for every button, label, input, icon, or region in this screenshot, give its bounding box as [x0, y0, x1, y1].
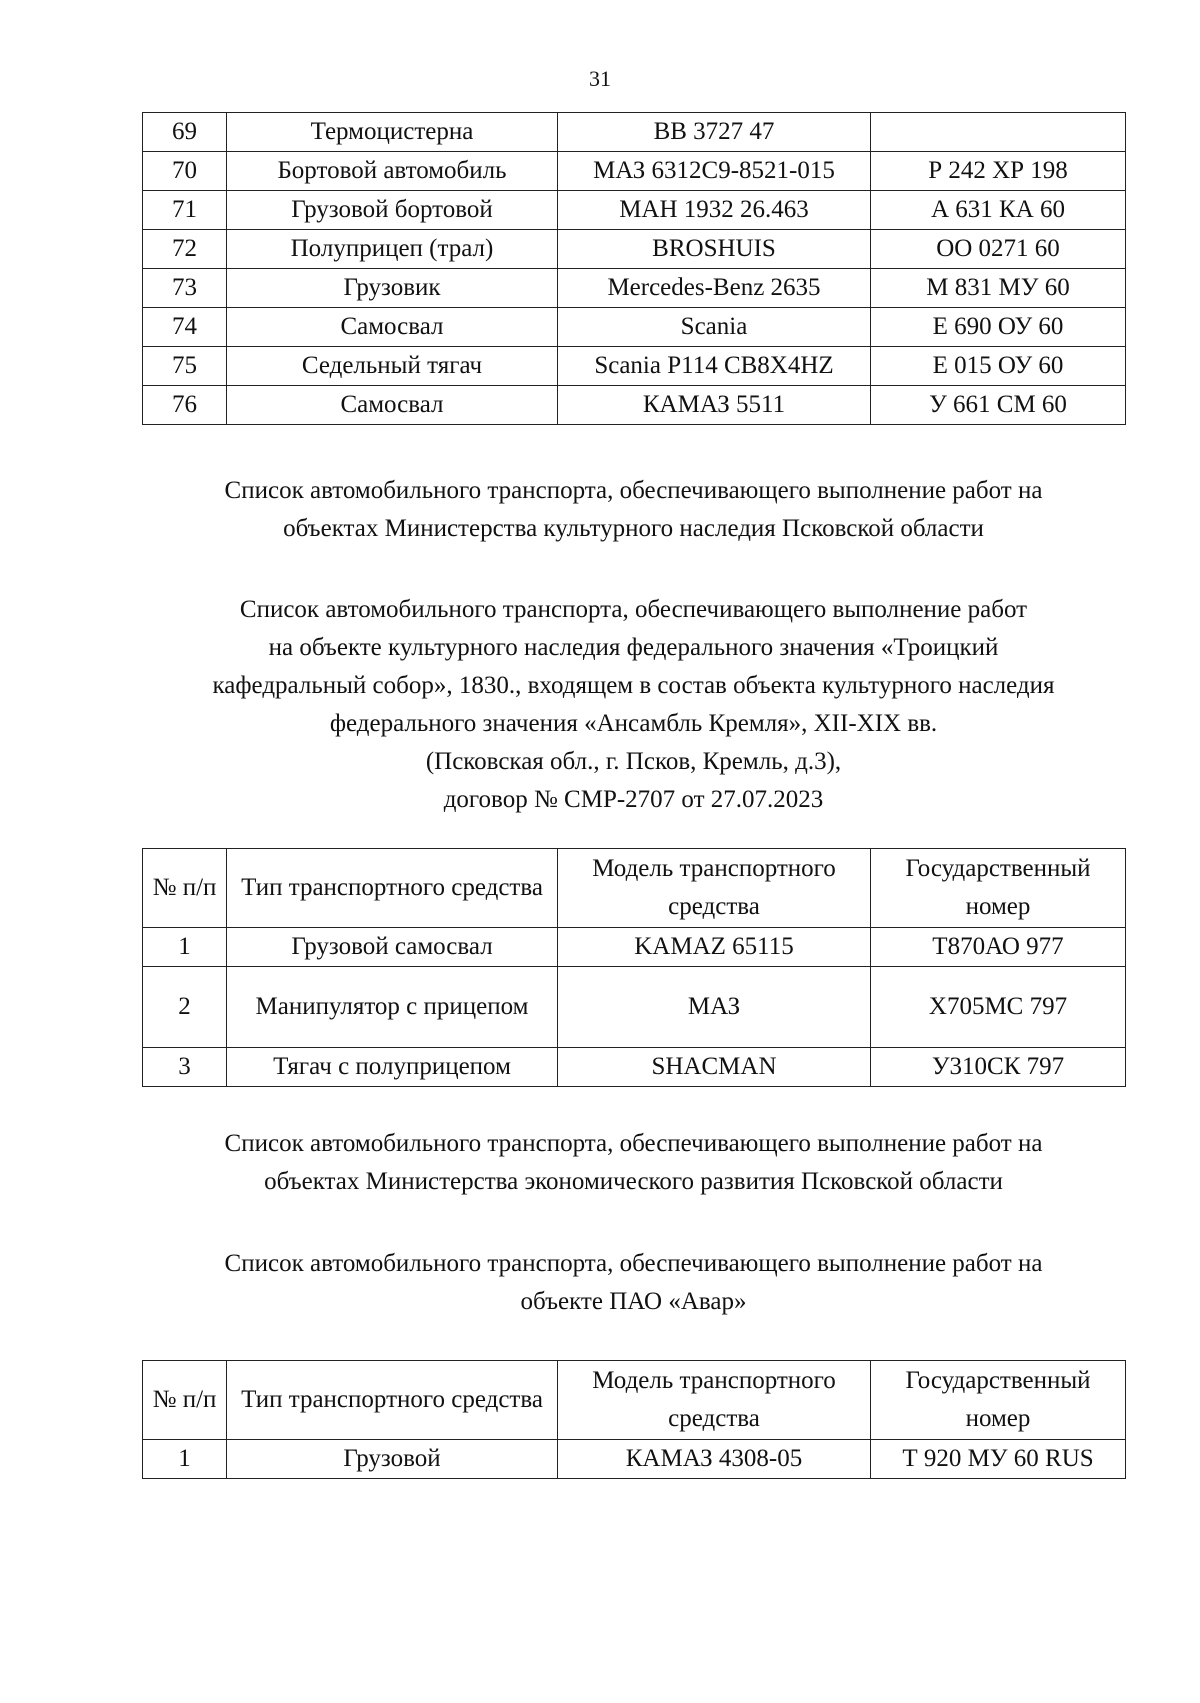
plate-number: Е 015 ОУ 60: [871, 347, 1126, 386]
vehicle-type: Грузовик: [227, 269, 558, 308]
table-row: [143, 928, 1126, 967]
plate-number: Т 920 МУ 60 RUS: [871, 1440, 1126, 1479]
row-number: 3: [143, 1048, 227, 1087]
vehicle-type: Грузовой самосвал: [227, 928, 558, 967]
table-header-row: [143, 1361, 1126, 1440]
vehicle-model: KAMAZ 65115: [558, 928, 871, 967]
row-number: 2: [143, 967, 227, 1048]
plate-number: У 661 СМ 60: [871, 386, 1126, 425]
table-header-row: [143, 849, 1126, 928]
row-number: 69: [143, 113, 227, 152]
heading-line: объектах Министерства экономического развития Псковской области: [264, 1168, 1003, 1195]
column-header-plate: Государственный номер: [871, 849, 1126, 928]
plate-number: Х705МС 797: [871, 967, 1126, 1048]
plate-number: М 831 МУ 60: [871, 269, 1126, 308]
column-header-number: № п/п: [143, 1361, 227, 1440]
vehicle-type: Самосвал: [227, 308, 558, 347]
row-number: 72: [143, 230, 227, 269]
vehicle-model: Scania: [558, 308, 871, 347]
table-row: [143, 152, 1126, 191]
vehicle-type: Полуприцеп (трал): [227, 230, 558, 269]
row-number: 1: [143, 928, 227, 967]
heading-line: Список автомобильного транспорта, обеспечивающего выполнение работ на: [224, 1130, 1043, 1157]
plate-number: [871, 113, 1126, 152]
plate-number: Т870АО 977: [871, 928, 1126, 967]
heading-line: кафедральный собор», 1830., входящем в состав объекта культурного наследия: [212, 672, 1055, 699]
vehicle-type: Самосвал: [227, 386, 558, 425]
row-number: 73: [143, 269, 227, 308]
heading-line: федерального значения «Ансамбль Кремля», XII-XIX вв.: [329, 710, 938, 737]
heading-line: на объекте культурного наследия федерального значения «Троицкий: [268, 634, 999, 661]
vehicle-model: КАМАЗ 5511: [558, 386, 871, 425]
vehicle-type: Тягач с полуприцепом: [227, 1048, 558, 1087]
plate-number: Р 242 ХР 198: [871, 152, 1126, 191]
row-number: 70: [143, 152, 227, 191]
vehicle-type: Грузовой бортовой: [227, 191, 558, 230]
plate-number: ОО 0271 60: [871, 230, 1126, 269]
vehicle-model: МАЗ: [558, 967, 871, 1048]
plate-number: А 631 КА 60: [871, 191, 1126, 230]
table-row: [143, 308, 1126, 347]
heading-line: объектах Министерства культурного наследия Псковской области: [283, 515, 984, 542]
column-header-plate: Государственный номер: [871, 1361, 1126, 1440]
heading-line: договор № СМР-2707 от 27.07.2023: [443, 786, 824, 813]
vehicle-model: Scania P114 CB8X4HZ: [558, 347, 871, 386]
section-heading-culture-ministry: [142, 472, 1125, 548]
vehicle-model: SHACMAN: [558, 1048, 871, 1087]
page-number: 31: [589, 66, 611, 91]
heading-line: Список автомобильного транспорта, обеспечивающего выполнение работ на: [224, 477, 1043, 504]
heading-line: Список автомобильного транспорта, обеспечивающего выполнение работ: [239, 596, 1028, 623]
table-row: [143, 113, 1126, 152]
table-row: [143, 191, 1126, 230]
vehicle-type: Манипулятор с прицепом: [227, 967, 558, 1048]
vehicle-model: МАН 1932 26.463: [558, 191, 871, 230]
vehicle-model: BB 3727 47: [558, 113, 871, 152]
vehicle-type: Бортовой автомобиль: [227, 152, 558, 191]
vehicles-table-continued: [142, 112, 1126, 425]
table-row: [143, 269, 1126, 308]
cathedral-vehicles-table: [142, 848, 1126, 1087]
vehicle-model: КАМАЗ 4308-05: [558, 1440, 871, 1479]
heading-line: объекте ПАО «Авар»: [520, 1288, 747, 1315]
vehicle-type: Грузовой: [227, 1440, 558, 1479]
table-row: [143, 230, 1126, 269]
column-header-type: Тип транспортного средства: [227, 849, 558, 928]
column-header-number: № п/п: [143, 849, 227, 928]
column-header-model: Модель транспортного средства: [558, 1361, 871, 1440]
row-number: 1: [143, 1440, 227, 1479]
vehicle-type: Термоцистерна: [227, 113, 558, 152]
section-heading-trinity-cathedral: [142, 591, 1125, 819]
table-row: [143, 386, 1126, 425]
vehicle-model: BROSHUIS: [558, 230, 871, 269]
vehicle-type: Седельный тягач: [227, 347, 558, 386]
section-heading-economy-ministry: [142, 1125, 1125, 1201]
table-row: [143, 967, 1126, 1048]
section-heading-pao-avar: [142, 1245, 1125, 1321]
table-row: [143, 1440, 1126, 1479]
plate-number: Е 690 ОУ 60: [871, 308, 1126, 347]
column-header-model: Модель транспортного средства: [558, 849, 871, 928]
heading-line: Список автомобильного транспорта, обеспечивающего выполнение работ на: [224, 1250, 1043, 1277]
vehicle-model: МАЗ 6312С9-8521-015: [558, 152, 871, 191]
heading-line: (Псковская обл., г. Псков, Кремль, д.3),: [425, 748, 842, 775]
row-number: 71: [143, 191, 227, 230]
plate-number: У310СК 797: [871, 1048, 1126, 1087]
row-number: 76: [143, 386, 227, 425]
avar-vehicles-table: [142, 1360, 1126, 1479]
table-row: [143, 1048, 1126, 1087]
vehicle-model: Mercedes-Benz 2635: [558, 269, 871, 308]
column-header-type: Тип транспортного средства: [227, 1361, 558, 1440]
table-row: [143, 347, 1126, 386]
row-number: 74: [143, 308, 227, 347]
row-number: 75: [143, 347, 227, 386]
